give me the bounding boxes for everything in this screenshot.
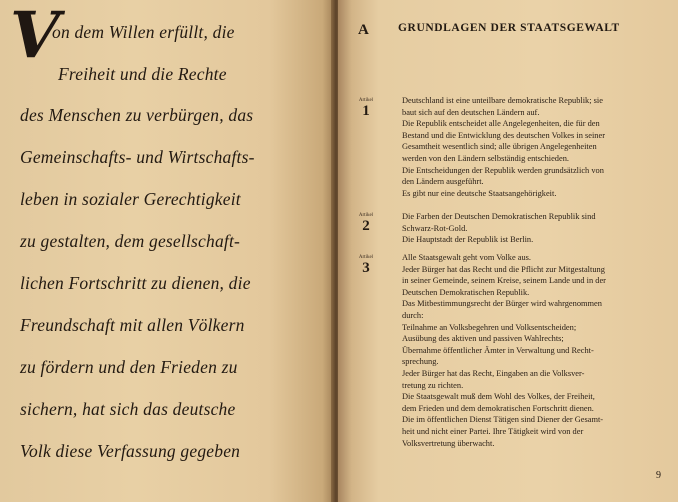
article-line: Gesamtheit wesentlich sind; alle übrigen Angelegenheiten <box>402 142 597 152</box>
section-letter: A <box>358 22 369 38</box>
preamble-line: zu fördern und den Frieden zu <box>20 357 238 377</box>
article-line: Deutschland ist eine unteilbare demokratische Republik; sie <box>402 96 603 105</box>
preamble-line: Gemeinschafts- und Wirtschafts- <box>20 147 255 167</box>
article-line: den Ländern ausgeführt. <box>402 177 484 187</box>
article-line: in seiner Gemeinde, seinem Kreise, seinem Lande und in der <box>402 276 606 286</box>
section-title: GRUNDLAGEN DER STAATSGEWALT <box>398 22 620 34</box>
page-number: 9 <box>656 470 661 481</box>
article-text-2 <box>402 211 664 246</box>
article-line: Ausübung des aktiven und passiven Wahlrechts; <box>402 334 564 344</box>
article-text-3 <box>402 252 664 449</box>
preamble-line: sichern, hat sich das deutsche <box>20 399 236 419</box>
article-line: Die Republik entscheidet alle Angelegenheiten, die für den <box>402 119 600 129</box>
article-line: Die Hauptstadt der Republik ist Berlin. <box>402 235 534 245</box>
article-line: heit und nicht einer Partei. Ihre Tätigkeit wird von der <box>402 426 584 436</box>
article-line: Teilnahme an Volksbegehren und Volksentscheiden; <box>402 322 577 332</box>
article-label-2 <box>352 213 380 234</box>
article-label-1 <box>352 98 380 119</box>
article-text-1 <box>402 95 664 199</box>
preamble-line: Freundschaft mit allen Völkern <box>20 315 245 335</box>
article-line: werden von den Ländern selbständig entschieden. <box>402 153 569 163</box>
article-line: durch: <box>402 310 424 320</box>
article-line: Die Staatsgewalt muß dem Wohl des Volkes, der Freiheit, <box>402 392 595 402</box>
article-word: Artikel <box>358 255 374 260</box>
article-line: Es gibt nur eine deutsche Staatsangehörigkeit. <box>402 188 557 198</box>
article-line: Deutschen Demokratischen Republik. <box>402 287 530 297</box>
left-page <box>0 0 336 502</box>
article-line: Jeder Bürger hat das Recht, Eingaben an die Volksver- <box>402 368 585 378</box>
preamble-line: Freiheit und die Rechte <box>58 64 227 84</box>
article-line: dem Frieden und dem demokratischen Fortschritt dienen. <box>402 403 594 413</box>
preamble-line: Volk diese Verfassung gegeben <box>20 441 241 461</box>
article-line: Alle Staatsgewalt geht vom Volke aus. <box>402 253 532 262</box>
article-number: 2 <box>362 218 370 234</box>
article-number: 3 <box>362 260 370 276</box>
article-number: 1 <box>362 103 370 119</box>
article-line: Übernahme öffentlicher Ämter in Verwaltung und Recht- <box>402 345 594 355</box>
preamble-line: leben in sozialer Gerechtigkeit <box>20 189 241 209</box>
article-line: Volksvertretung überwacht. <box>402 438 495 448</box>
article-line: Jeder Bürger hat das Recht und die Pflicht zur Mitgestaltung <box>402 264 605 274</box>
article-label-3 <box>352 255 380 276</box>
preamble-line: des Menschen zu verbürgen, das <box>20 105 254 125</box>
article-line: Die Entscheidungen der Republik werden grundsätzlich von <box>402 165 604 175</box>
preamble-line: lichen Fortschritt zu dienen, die <box>20 273 251 293</box>
article-line: baut sich auf den deutschen Ländern auf. <box>402 107 540 117</box>
preamble-line: on dem Willen erfüllt, die <box>52 22 235 42</box>
article-line: tretung zu richten. <box>402 380 464 390</box>
article-line: Schwarz-Rot-Gold. <box>402 223 468 233</box>
article-line: Die im öffentlichen Dienst Tätigen sind Diener der Gesamt- <box>402 415 604 425</box>
article-word: Artikel <box>358 98 374 103</box>
drop-cap-initial: V <box>10 0 60 73</box>
article-line: Die Farben der Deutschen Demokratischen Republik sind <box>402 212 596 221</box>
article-line: Das Mitbestimmungsrecht der Bürger wird wahrgenommen <box>402 299 602 309</box>
article-word: Artikel <box>358 213 374 218</box>
article-line: Bestand und die Entwicklung des deutschen Volkes in seiner <box>402 130 605 140</box>
article-line: sprechung. <box>402 357 439 367</box>
preamble-line: zu gestalten, dem gesellschaft- <box>20 231 241 251</box>
